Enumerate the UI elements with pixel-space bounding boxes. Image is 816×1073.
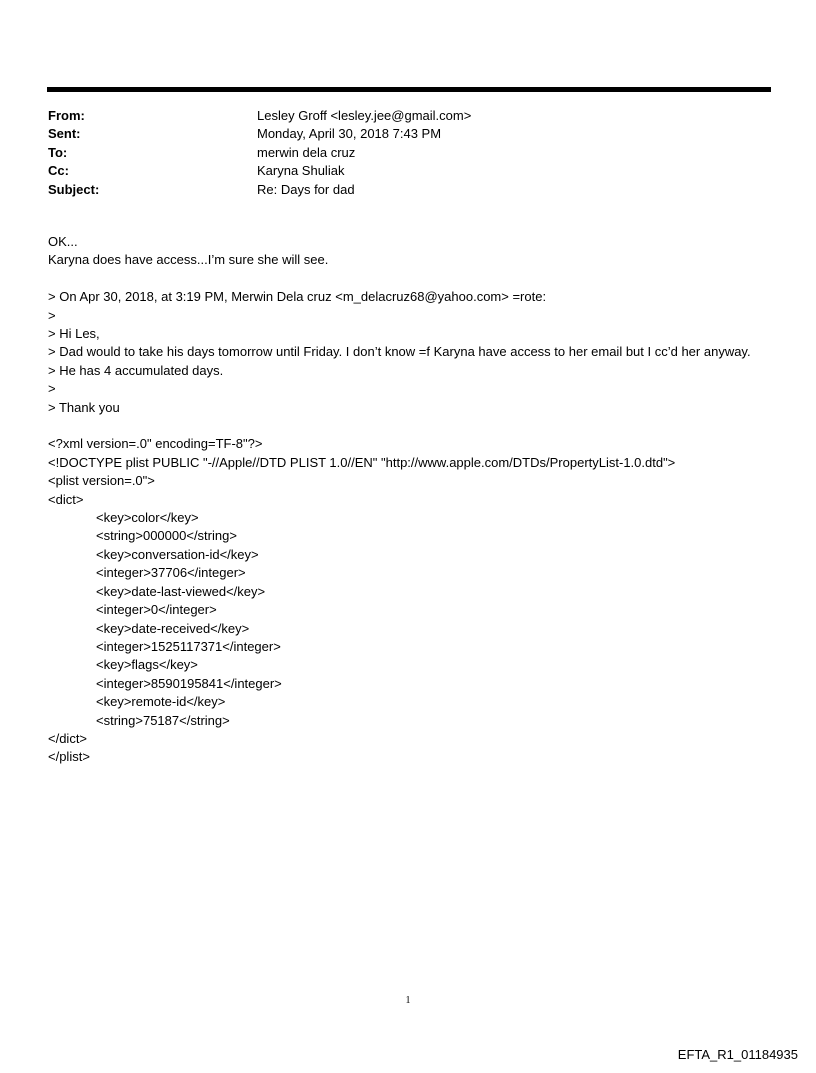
page-number: 1 [405, 995, 411, 1006]
quoted-line: > [48, 381, 56, 397]
xml-line: <!DOCTYPE plist PUBLIC "-//Apple//DTD PLIST 1.0//EN" "http://www.apple.com/DTDs/PropertyList-1.0.dtd"> [48, 454, 676, 470]
xml-dict-line: <key>date-last-viewed</key> [96, 583, 266, 599]
xml-line: </dict> [48, 730, 88, 746]
cc-row [48, 162, 471, 180]
quoted-line: > Dad would to take his days tomorrow until Friday. I don’t know =f Karyna have access to her email but I cc’d her anyway. [48, 344, 751, 360]
to-value: merwin dela cruz [257, 144, 356, 160]
subject-value: Re: Days for dad [257, 181, 355, 197]
xml-line: </plist> [48, 749, 90, 765]
quoted-line: > Thank you [48, 399, 120, 415]
xml-line: <?xml version=.0" encoding=TF-8"?> [48, 436, 263, 452]
quoted-line: > Hi Les, [48, 326, 100, 342]
cc-label: Cc: [48, 163, 69, 179]
quoted-line: > He has 4 accumulated days. [48, 362, 224, 378]
xml-dict-line: <string>000000</string> [96, 528, 237, 544]
sent-value: Monday, April 30, 2018 7:43 PM [257, 126, 442, 142]
reply-line: OK... [48, 234, 78, 249]
xml-dict-line: <integer>8590195841</integer> [96, 675, 282, 691]
xml-dict-line: <string>75187</string> [96, 712, 230, 728]
quoted-line: > [48, 307, 56, 323]
from-value: Lesley Groff <lesley.jee@gmail.com> [257, 108, 472, 123]
subject-label: Subject: [48, 181, 100, 197]
xml-dict-line: <key>conversation-id</key> [96, 546, 259, 562]
xml-dict-line: <key>color</key> [96, 510, 199, 526]
xml-dict-line: <key>date-received</key> [96, 620, 250, 636]
xml-dict-line: <integer>1525117371</integer> [96, 638, 281, 654]
xml-line: <dict> [48, 491, 84, 507]
xml-dict-line: <key>remote-id</key> [96, 694, 226, 710]
subject-row [48, 181, 471, 199]
email-header [48, 107, 471, 199]
cc-value: Karyna Shuliak [257, 163, 345, 179]
reply-line: Karyna does have access...I’m sure she will see. [48, 252, 329, 268]
xml-line: <plist version=.0"> [48, 473, 155, 489]
from-label: From: [48, 108, 85, 123]
xml-dict-line: <key>flags</key> [96, 657, 198, 673]
from-row [48, 107, 471, 125]
xml-dict-line: <integer>37706</integer> [96, 565, 246, 581]
email-body [48, 233, 768, 767]
sent-label: Sent: [48, 126, 81, 142]
sent-row [48, 125, 471, 143]
paragraph-gap [48, 417, 768, 435]
bates-number: EFTA_R1_01184935 [677, 1047, 798, 1062]
to-row [48, 144, 471, 162]
xml-dict-line: <integer>0</integer> [96, 602, 217, 618]
quoted-line: > On Apr 30, 2018, at 3:19 PM, Merwin Dela cruz <m_delacruz68@yahoo.com> =rote: [48, 289, 547, 305]
to-label: To: [48, 144, 68, 160]
header-rule [47, 87, 771, 92]
paragraph-gap [48, 270, 768, 288]
